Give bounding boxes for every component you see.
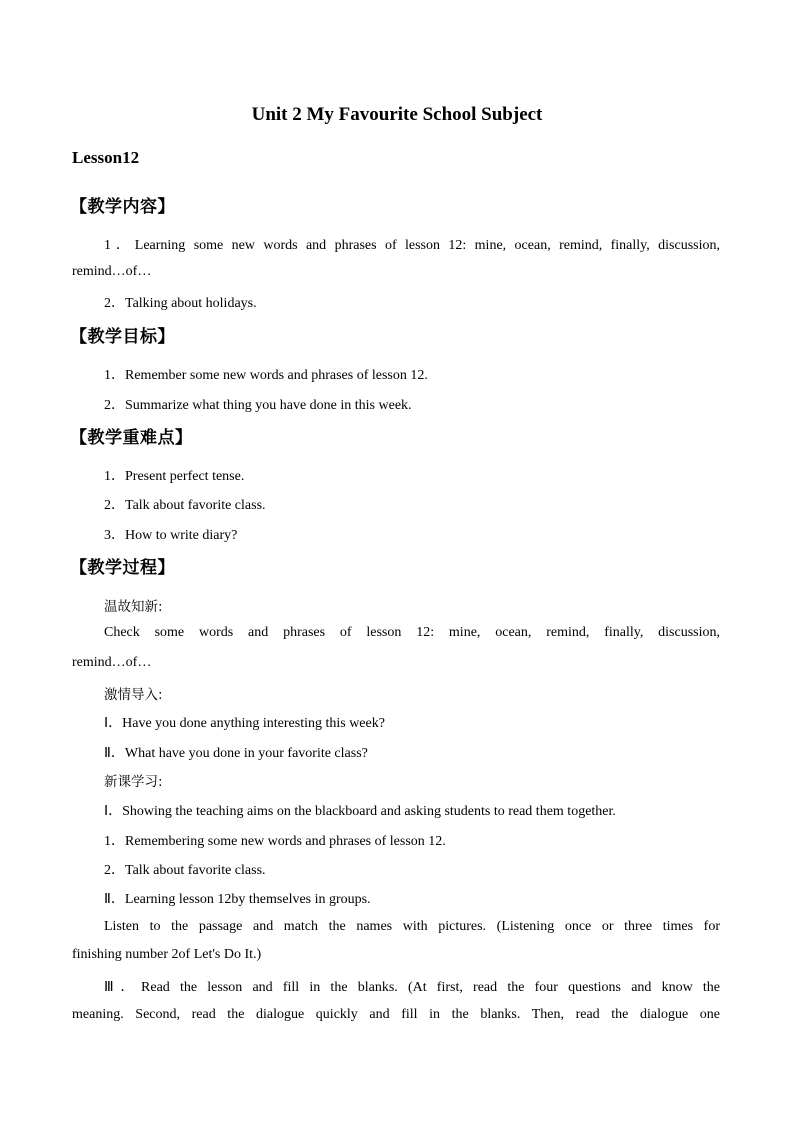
document-title: Unit 2 My Favourite School Subject [251, 104, 543, 125]
section-heading-process: 【教学过程】 [70, 558, 175, 578]
content-item-2: 2．Talking about holidays. [104, 296, 257, 311]
new-lesson-item-1-1: 1．Remembering some new words and phrases of lesson 12. [104, 834, 446, 849]
warmup-item-1: Ⅰ．Have you done anything interesting this week? [104, 716, 385, 731]
new-lesson-item-3-line-1: Ⅲ．Read the lesson and fill in the blanks. (At first, read the four questions and know the [104, 980, 720, 995]
objectives-item-1: 1．Remember some new words and phrases of lesson 12. [104, 368, 428, 383]
content-item-1-line-2: remind…of… [72, 264, 152, 279]
new-lesson-item-1: Ⅰ．Showing the teaching aims on the blackboard and asking students to read them together. [104, 804, 616, 819]
content-item-1-line-1: 1．Learning some new words and phrases of lesson 12: mine, ocean, remind, finally, discussion, [104, 238, 720, 253]
lesson-label: Lesson12 [72, 148, 140, 167]
review-line-1: Check some words and phrases of lesson 12: mine, ocean, remind, finally, discussion, [104, 625, 720, 640]
keypoints-item-3: 3．How to write diary? [104, 528, 238, 543]
warmup-item-2: Ⅱ．What have you done in your favorite class? [104, 746, 368, 761]
warmup-label: 激情导入: [104, 687, 163, 703]
review-label: 温故知新: [104, 599, 163, 615]
new-lesson-item-1-2: 2．Talk about favorite class. [104, 863, 266, 878]
listen-line-2: finishing number 2of Let's Do It.) [72, 947, 262, 962]
listen-line-1: Listen to the passage and match the names with pictures. (Listening once or three times for [104, 919, 720, 934]
new-lesson-item-3-line-2: meaning. Second, read the dialogue quickly and fill in the blanks. Then, read the dialogue one [72, 1007, 720, 1022]
section-heading-objectives: 【教学目标】 [70, 327, 175, 347]
keypoints-item-2: 2．Talk about favorite class. [104, 498, 266, 513]
section-heading-content: 【教学内容】 [70, 197, 175, 217]
review-line-2: remind…of… [72, 655, 152, 670]
new-lesson-label: 新课学习: [104, 774, 163, 790]
objectives-item-2: 2．Summarize what thing you have done in this week. [104, 398, 412, 413]
keypoints-item-1: 1．Present perfect tense. [104, 469, 245, 484]
new-lesson-item-2: Ⅱ．Learning lesson 12by themselves in groups. [104, 892, 371, 907]
section-heading-keypoints: 【教学重难点】 [70, 428, 193, 448]
